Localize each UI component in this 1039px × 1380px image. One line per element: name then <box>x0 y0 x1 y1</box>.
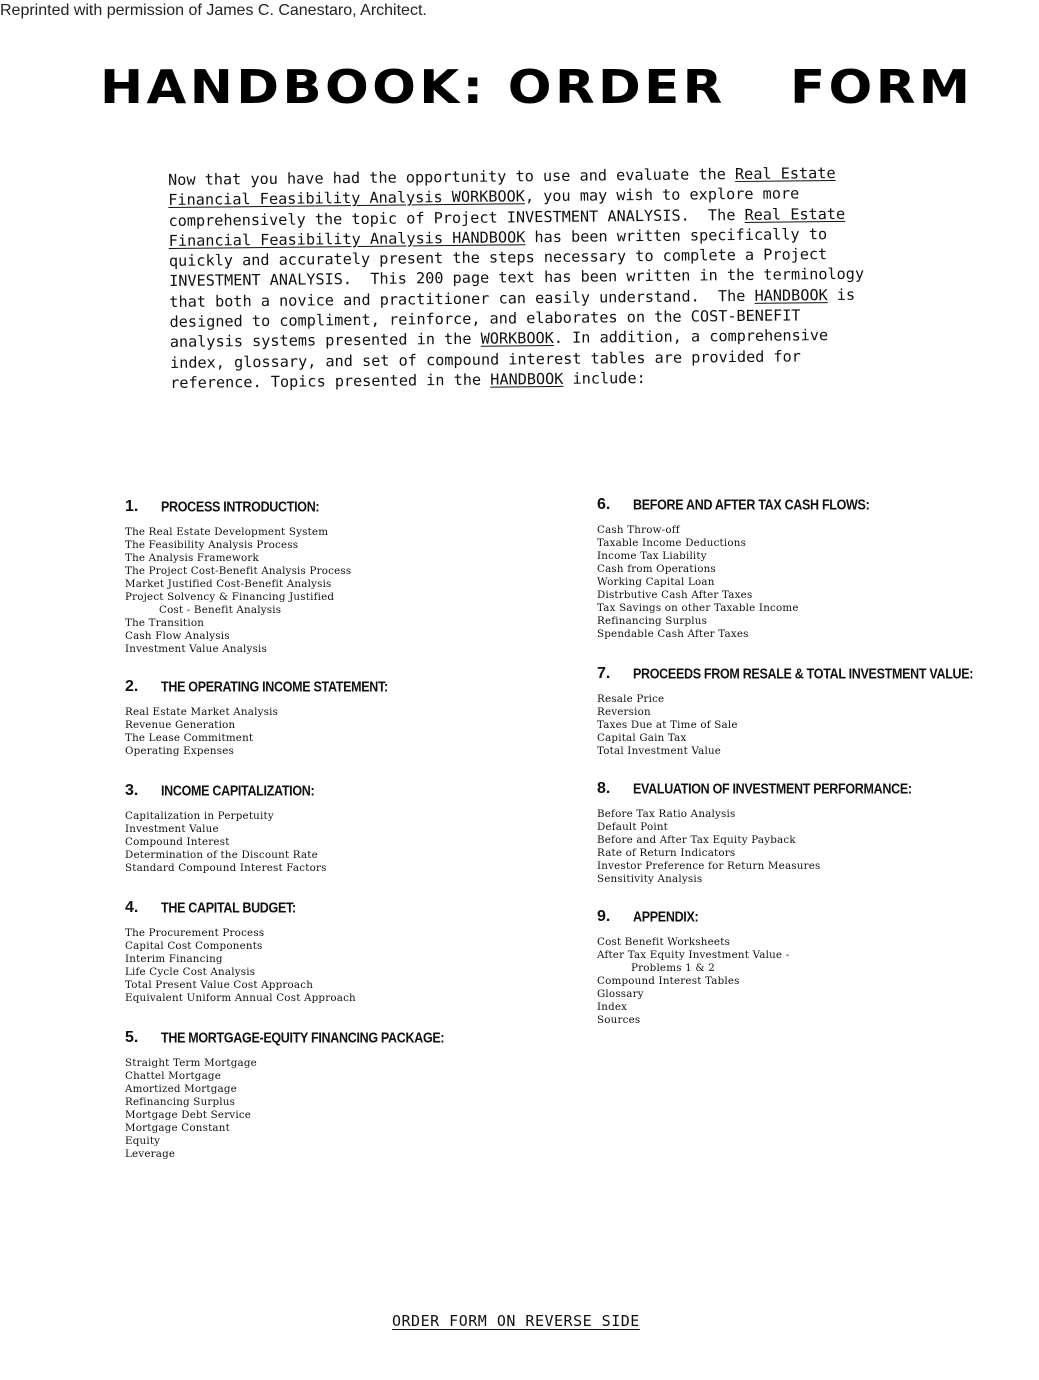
topic-item: Resale Price <box>597 693 665 705</box>
intro-text: Now that you have had the opportunity to use and evaluate the <box>168 165 736 189</box>
topic-item: Mortgage Debt Service <box>125 1109 252 1121</box>
topic-item: Straight Term Mortgage <box>125 1057 257 1069</box>
topic-item: The Procurement Process <box>125 927 265 939</box>
intro-text: that both a novice and practitioner can easily understand. The <box>169 286 755 311</box>
topic-item: Equivalent Uniform Annual Cost Approach <box>125 992 356 1004</box>
topic-item: Capital Cost Components <box>125 940 263 952</box>
topic-item: Standard Compound Interest Factors <box>125 862 327 874</box>
section-heading <box>125 498 565 516</box>
topic-item: Market Justified Cost-Benefit Analysis <box>125 578 332 590</box>
intro-underlined-title: Financial Feasibility Analysis HANDBOOK <box>168 228 526 250</box>
topic-item: Determination of the Discount Rate <box>125 849 318 861</box>
topic-list <box>125 526 565 656</box>
topic-item: Investor Preference for Return Measures <box>597 860 821 872</box>
intro-text: designed to compliment, reinforce, and elaborates on the COST-BENEFIT <box>169 306 801 332</box>
intro-paragraph <box>168 162 950 393</box>
topic-list <box>597 808 997 886</box>
topic-list <box>597 693 997 758</box>
topic-item: Problems 1 & 2 <box>631 962 715 974</box>
topic-item: Cost Benefit Worksheets <box>597 936 731 948</box>
topic-list <box>125 706 565 758</box>
topics-column-left <box>125 498 565 1161</box>
topic-item: Refinancing Surplus <box>125 1096 236 1108</box>
topic-section <box>125 899 565 1005</box>
topic-item: Working Capital Loan <box>597 576 715 588</box>
topic-item: The Feasibility Analysis Process <box>125 539 299 551</box>
topic-item: Real Estate Market Analysis <box>125 706 279 718</box>
page-title-form: FORM <box>790 60 974 114</box>
topic-item: Sources <box>597 1014 641 1026</box>
topic-item: Cost - Benefit Analysis <box>159 604 282 616</box>
topic-section <box>597 780 997 886</box>
intro-underlined-title: Real Estate <box>744 204 846 224</box>
topic-item: Investment Value <box>125 823 219 835</box>
topic-item: Operating Expenses <box>125 745 235 757</box>
topic-item: Interim Financing <box>125 953 223 965</box>
topic-section <box>125 1029 565 1161</box>
topic-section <box>597 496 997 641</box>
topic-section <box>125 498 565 656</box>
topic-item: The Project Cost-Benefit Analysis Process <box>125 565 352 577</box>
topics-column-right <box>597 496 997 1027</box>
intro-underlined-title: HANDBOOK <box>490 369 564 389</box>
topic-item: Glossary <box>597 988 644 1000</box>
topic-list <box>597 936 997 1027</box>
topic-item: The Lease Commitment <box>125 732 254 744</box>
topic-item: Total Present Value Cost Approach <box>125 979 314 991</box>
topic-list <box>597 524 997 641</box>
topic-item: Sensitivity Analysis <box>597 873 703 885</box>
topic-item: Reversion <box>597 706 651 718</box>
intro-text: analysis systems presented in the <box>169 330 481 352</box>
section-title: THE CAPITAL BUDGET: <box>161 899 296 917</box>
intro-underlined-title: Real Estate <box>734 164 836 184</box>
topic-item: Default Point <box>597 821 669 833</box>
section-title: BEFORE AND AFTER TAX CASH FLOWS: <box>633 496 870 514</box>
section-title: INCOME CAPITALIZATION: <box>161 782 315 800</box>
topic-section <box>125 678 565 758</box>
section-heading <box>125 1029 565 1047</box>
section-number: 4. <box>125 899 139 916</box>
order-form-note: ORDER FORM ON REVERSE SIDE <box>392 1312 640 1330</box>
topic-item: Leverage <box>125 1148 176 1160</box>
topic-item: Spendable Cash After Taxes <box>597 628 749 640</box>
topic-item: Taxes Due at Time of Sale <box>597 719 738 731</box>
topic-section <box>597 665 997 758</box>
topic-item: Project Solvency & Financing Justified <box>125 591 335 603</box>
topic-section <box>597 908 997 1027</box>
section-heading <box>597 496 997 514</box>
section-number: 9. <box>597 908 611 925</box>
section-number: 1. <box>125 498 139 515</box>
topic-item: The Real Estate Development System <box>125 526 329 538</box>
topic-item: Tax Savings on other Taxable Income <box>597 602 799 614</box>
section-heading <box>597 665 997 683</box>
topic-item: Compound Interest <box>125 836 230 848</box>
topic-item: Amortized Mortgage <box>125 1083 237 1095</box>
intro-text: include: <box>563 368 646 388</box>
topic-item: Cash from Operations <box>597 563 716 575</box>
topic-item: Total Investment Value <box>597 745 722 757</box>
topic-item: Capitalization in Perpetuity <box>125 810 274 822</box>
topic-item: Index <box>597 1001 628 1013</box>
section-number: 2. <box>125 678 139 695</box>
intro-text: INVESTMENT ANALYSIS. This 200 page text has been written in the terminology <box>169 265 865 291</box>
topic-item: Mortgage Constant <box>125 1122 230 1134</box>
topic-item: Equity <box>125 1135 161 1147</box>
topic-item: Revenue Generation <box>125 719 236 731</box>
topic-item: Rate of Return Indicators <box>597 847 736 859</box>
topic-item: Chattel Mortgage <box>125 1070 222 1082</box>
topic-item: The Analysis Framework <box>125 552 259 564</box>
section-heading <box>125 782 565 800</box>
topic-section <box>125 782 565 875</box>
intro-text: , you may wish to explore more <box>524 184 800 206</box>
topic-item: Before and After Tax Equity Payback <box>597 834 796 846</box>
page-title-main: HANDBOOK: ORDER <box>100 60 726 114</box>
topic-item: Capital Gain Tax <box>597 732 687 744</box>
topic-item: Cash Throw-off <box>597 524 680 536</box>
section-heading <box>125 899 565 917</box>
topic-list <box>125 1057 565 1161</box>
topic-item: Compound Interest Tables <box>597 975 740 987</box>
topic-list <box>125 927 565 1005</box>
intro-underlined-title: HANDBOOK <box>754 285 828 305</box>
section-heading <box>597 780 997 798</box>
section-title: APPENDIX: <box>633 908 699 926</box>
topic-item: Income Tax Liability <box>597 550 707 562</box>
intro-text: . In addition, a comprehensive <box>553 326 829 348</box>
section-number: 5. <box>125 1029 139 1046</box>
section-heading <box>125 678 565 696</box>
section-number: 6. <box>597 496 611 513</box>
intro-text: comprehensively the topic of Project INVESTMENT ANALYSIS. The <box>168 205 745 230</box>
section-title: EVALUATION OF INVESTMENT PERFORMANCE: <box>633 780 912 798</box>
topic-item: Cash Flow Analysis <box>125 630 230 642</box>
topic-item: After Tax Equity Investment Value - <box>597 949 790 961</box>
topic-item: Distrbutive Cash After Taxes <box>597 589 753 601</box>
intro-text: quickly and accurately present the steps necessary to complete a Project <box>168 245 828 271</box>
section-number: 8. <box>597 780 611 797</box>
intro-text: is <box>827 285 856 304</box>
topic-item: Investment Value Analysis <box>125 643 268 655</box>
topic-item: Life Cycle Cost Analysis <box>125 966 256 978</box>
topic-item: Taxable Income Deductions <box>597 537 747 549</box>
topic-item: Refinancing Surplus <box>597 615 708 627</box>
intro-underlined-title: WORKBOOK <box>480 329 554 349</box>
section-title: THE OPERATING INCOME STATEMENT: <box>161 678 388 696</box>
topic-item: Before Tax Ratio Analysis <box>597 808 736 820</box>
reprint-note: Reprinted with permission of James C. Canestaro, Architect. <box>0 2 427 19</box>
intro-text: index, glossary, and set of compound interest tables are provided for <box>169 347 801 372</box>
section-title: THE MORTGAGE-EQUITY FINANCING PACKAGE: <box>161 1029 445 1047</box>
section-number: 7. <box>597 665 611 682</box>
section-number: 3. <box>125 782 139 799</box>
topic-list <box>125 810 565 875</box>
section-title: PROCEEDS FROM RESALE & TOTAL INVESTMENT VALUE: <box>633 665 974 683</box>
topic-item: The Transition <box>125 617 205 629</box>
section-title: PROCESS INTRODUCTION: <box>161 498 320 516</box>
section-heading <box>597 908 997 926</box>
intro-text: reference. Topics presented in the <box>170 370 491 392</box>
intro-underlined-title: Financial Feasibility Analysis WORKBOOK <box>168 187 526 210</box>
intro-text: has been written specifically to <box>525 224 828 247</box>
